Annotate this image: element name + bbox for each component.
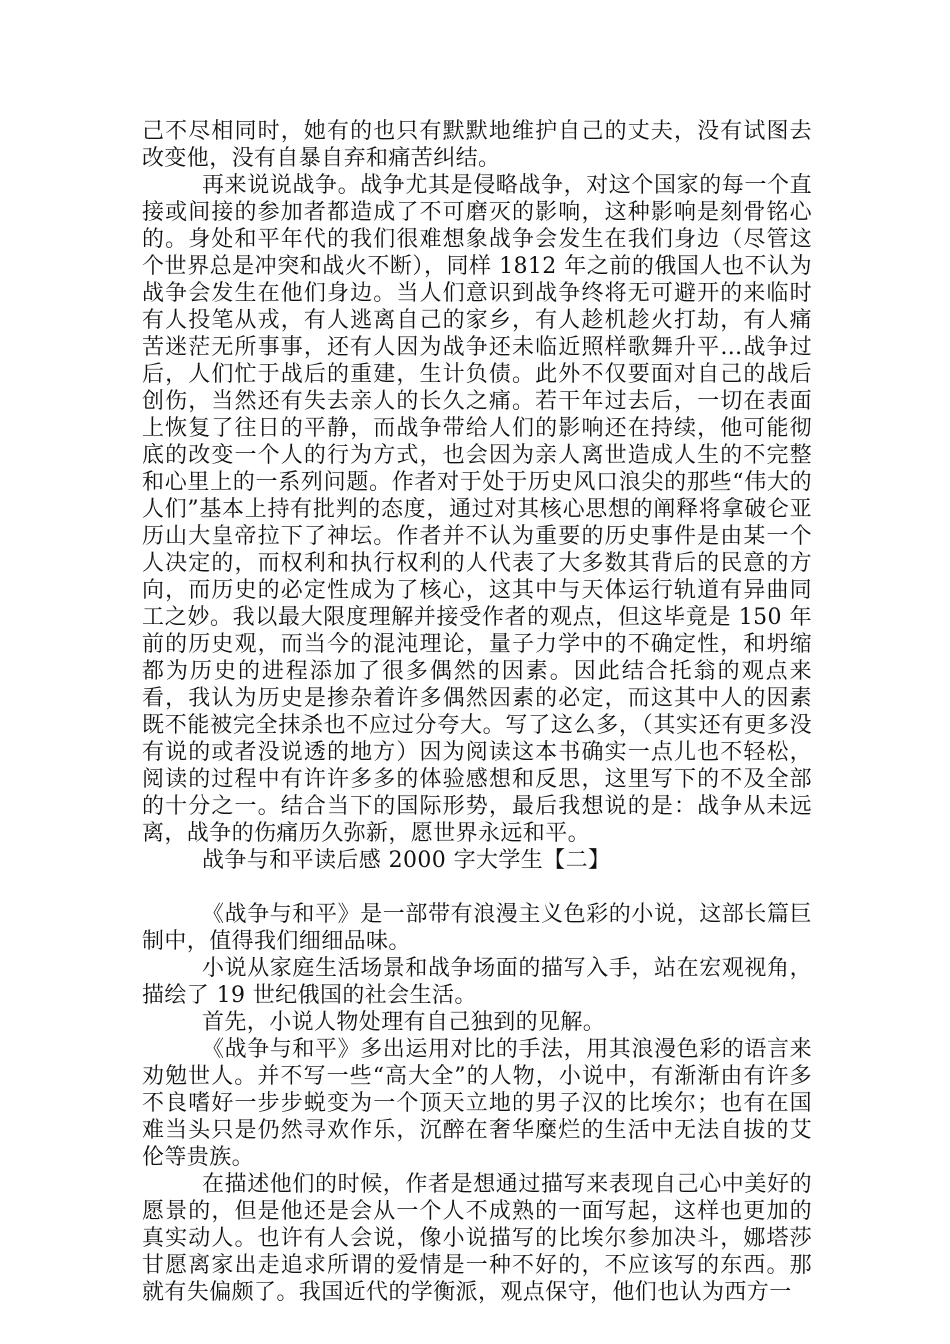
paragraph-continuation: 己不尽相同时，她有的也只有默默地维护自己的丈夫，没有试图去改变他，没有自暴自弃和痛苦纠结。 xyxy=(142,119,812,171)
paragraph-intro: 《战争与和平》是一部带有浪漫主义色彩的小说，这部长篇巨制中，值得我们细细品味。 xyxy=(142,902,812,954)
document-page xyxy=(142,118,812,1306)
blank-line xyxy=(142,874,812,901)
paragraph-characters: 首先，小说人物处理有自己独到的见解。 xyxy=(202,1010,606,1035)
paragraph-description: 在描述他们的时候，作者是想通过描写来表现自己心中美好的愿景的，但是他还是会从一个人不成熟的一面写起，这样也更加的真实动人。也许有人会说，像小说描写的比埃尔参加决斗，娜塔莎甘愿离家出走追求所谓的爱情是一种不好的，不应该写的东西。那就有失偏颇了。我国近代的学衡派，观点保守，他们也认为西方一 xyxy=(142,1172,812,1305)
section-heading: 战争与和平读后感 2000 字大学生【二】 xyxy=(202,848,611,873)
paragraph-contrast: 《战争与和平》多出运用对比的手法，用其浪漫色彩的语言来劝勉世人。并不写一些“高大全”的人物，小说中，有渐渐由有许多不良嗜好一步步蜕变为一个顶天立地的男子汉的比埃尔；也有在国难当头只是仍然寻欢作乐，沉醉在奢华糜烂的生活中无法自拔的艾伦等贵族。 xyxy=(142,1037,812,1170)
paragraph-perspective: 小说从家庭生活场景和战争场面的描写入手，站在宏观视角，描绘了 19 世纪俄国的社会生活。 xyxy=(142,956,812,1008)
paragraph-war-discussion: 再来说说战争。战争尤其是侵略战争，对这个国家的每一个直接或间接的参加者都造成了不可磨灭的影响，这种影响是刻骨铭心的。身处和平年代的我们很难想象战争会发生在我们身边（尽管这个世界总是冲突和战火不断），同样 1812 年之前的俄国人也不认为战争会发生在他们身边。当人们意识到战争终将无可避开的来临时有人投笔从戎，有人逃离自己的家乡，有人趁机趁火打劫，有人痛苦迷茫无所事事，还有人因为战争还未临近照样歌舞升平…战争过后，人们忙于战后的重建，生计负债。此外不仅要面对自己的战后创伤，当然还有失去亲人的长久之痛。若干年过去后，一切在表面上恢复了往日的平静，而战争带给人们的影响还在持续，他可能彻底的改变一个人的行为方式，也会因为亲人离世造成人生的不完整和心里上的一系列问题。作者对于处于历史风口浪尖的那些“伟大的人们”基本上持有批判的态度，通过对其核心思想的阐释将拿破仑亚历山大皇帝拉下了神坛。作者并不认为重要的历史事件是由某一个人决定的，而权利和执行权利的人代表了大多数其背后的民意的方向，而历史的必定性成为了核心，这其中与天体运行轨道有异曲同工之妙。我以最大限度理解并接受作者的观点，但这毕竟是 150 年前的历史观，而当今的混沌理论，量子力学中的不确定性，和坍缩都为历史的进程添加了很多偶然的因素。因此结合托翁的观点来看，我认为历史是掺杂着许多偶然因素的必定，而这其中人的因素既不能被完全抹杀也不应过分夸大。写了这么多，（其实还有更多没有说的或者没说透的地方）因为阅读这本书确实一点儿也不轻松，阅读的过程中有许许多多的体验感想和反思，这里写下的不及全部的十分之一。结合当下的国际形势，最后我想说的是：战争从未远离，战争的伤痛历久弥新，愿世界永远和平。 xyxy=(142,173,812,846)
